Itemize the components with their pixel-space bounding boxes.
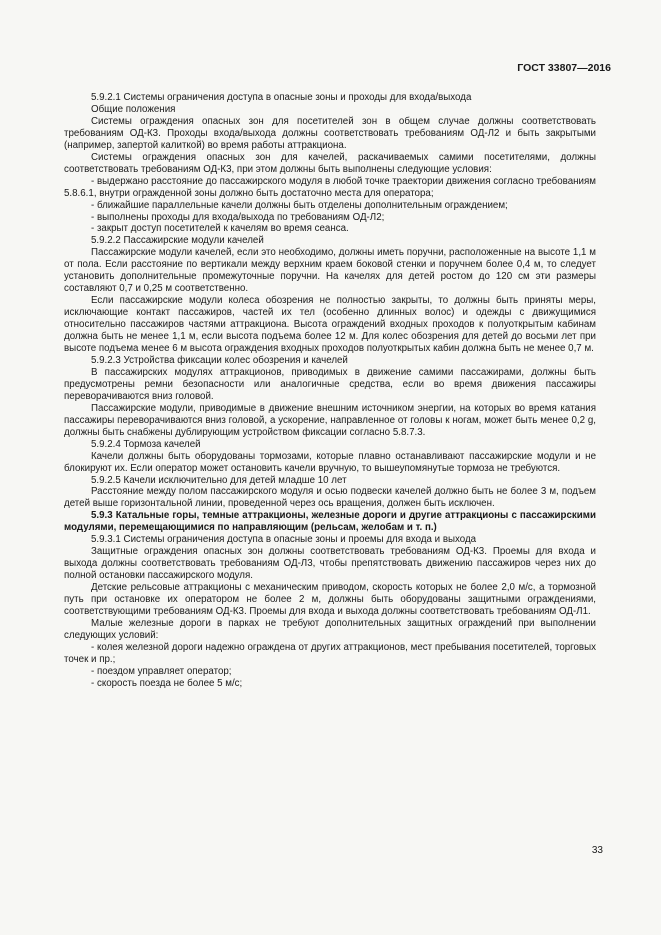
list-item: - ближайшие параллельные качели должны быть отделены дополнительным ограждением; bbox=[91, 199, 508, 211]
page-number: 33 bbox=[591, 845, 603, 856]
paragraph: Защитные ограждения опасных зон должны соответствовать требованиям ОД-К3. Проемы для входа и выхода должны соответствовать требованиям ОД-Л3, чтобы препятствовать движению пассажиров через них до полной остановки пассажирского модуля. bbox=[64, 546, 596, 582]
list-item: - поездом управляет оператор; bbox=[91, 665, 232, 677]
paragraph: Системы ограждения опасных зон для качелей, раскачиваемых самими посетителями, должны соответствовать требованиям ОД-К3, при этом должны быть выполнены следующие условия: bbox=[64, 151, 596, 175]
paragraph: Детские рельсовые аттракционы с механическим приводом, скорость которых не более 2,0 м/с, а тормозной путь при остановке их оператором не более 2 м, должны быть оборудованы защитными ограждениями, соответствующими требованиям ОД-К3. Проемы для входа и выхода должны соответствовать требованиям ОД-Л1. bbox=[64, 582, 596, 617]
paragraph: Системы ограждения опасных зон для посетителей зон в общем случае должны соответствовать требованиям ОД-К3. Проходы входа/выхода должны соответствовать требованиям ОД-Л2 и быть закрытыми (например, запертой калиткой) во время работы аттракциона. bbox=[64, 115, 596, 151]
list-item: - выполнены проходы для входа/выхода по требованиям ОД-Л2; bbox=[91, 211, 385, 223]
paragraph: Если пассажирские модули колеса обозрения не полностью закрыты, то должны быть приняты меры, исключающие контакт пассажиров, частей их тел (особенно длинных волос) и одежды с движущимися относительно пассажиров частями аттракциона. Высота ограждений входных проходов к полуоткрытым кабинам должна быть не менее 1,1 м, если высота подъема более 12 м. Для колес обозрения для детей до восьми лет при высоте подъема менее 6 м высота ограждения входных проходов полуоткрытых кабин должна быть не менее 0,7 м. bbox=[64, 295, 596, 355]
paragraph: В пассажирских модулях аттракционов, приводимых в движение самими пассажирами, должны быть предусмотрены ремни безопасности или аналогичные средства, если во время движения пассажиры переворачиваются вниз головой. bbox=[64, 366, 596, 402]
section-heading: 5.9.3 Катальные горы, темные аттракционы, железные дороги и другие аттракционы с пассажирскими модулями, перемещающимися по направляющим (рельсам, желобам и т. п.) bbox=[64, 510, 596, 534]
subsection-heading: 5.9.2.2 Пассажирские модули качелей bbox=[91, 235, 264, 247]
paragraph: Пассажирские модули качелей, если это необходимо, должны иметь поручни, расположенные на высоте 1,1 м от пола. Если расстояние по вертикали между верхним краем боковой стенки и поручнем более 0,4 м, то следует установить дополнительные промежуточные поручни. На качелях для детей ростом до 120 см эти размеры составляют 0,7 и 0,25 м соответственно. bbox=[64, 247, 596, 295]
standard-number: ГОСТ 33807—2016 bbox=[517, 62, 611, 74]
list-item: - выдержано расстояние до пассажирского модуля в любой точке траектории движения согласно требованиям 5.8.6.1, внутри огражденной зоны должно быть достаточно места для оператора; bbox=[64, 175, 596, 199]
list-item: - закрыт доступ посетителей к качелям во время сеанса. bbox=[91, 223, 349, 235]
document-body bbox=[64, 92, 596, 690]
paragraph: Пассажирские модули, приводимые в движение внешним источником энергии, на которых во время катания пассажиры переворачиваются вниз головой, а ускорение, направленное от головы к ногам, может быть менее 0,2 g, должны быть снабжены дублирующим устройством фиксации согласно 5.8.7.3. bbox=[64, 402, 596, 438]
subsection-heading: 5.9.2.3 Устройства фиксации колес обозрения и качелей bbox=[91, 354, 348, 366]
paragraph-heading: Общие положения bbox=[91, 103, 176, 115]
list-item: - скорость поезда не более 5 м/с; bbox=[91, 677, 243, 689]
paragraph: Качели должны быть оборудованы тормозами, которые плавно останавливают пассажирские модули и не блокируют их. Если оператор может остановить качели вручную, то вышеупомянутые тормоза не требуются. bbox=[64, 450, 596, 474]
subsection-heading: 5.9.2.1 Системы ограничения доступа в опасные зоны и проходы для входа/выхода bbox=[91, 92, 472, 103]
subsection-heading: 5.9.2.5 Качели исключительно для детей младше 10 лет bbox=[91, 474, 347, 486]
paragraph: Расстояние между полом пассажирского модуля и осью подвески качелей должно быть не более 3 м, подъем детей выше горизонтальной линии, проведенной через ось вращения, должен быть исключен. bbox=[64, 486, 596, 510]
subsection-heading: 5.9.3.1 Системы ограничения доступа в опасные зоны и проемы для входа и выхода bbox=[91, 534, 477, 546]
paragraph: Малые железные дороги в парках не требуют дополнительных защитных ограждений при выполнении следующих условий: bbox=[64, 617, 596, 641]
list-item: - колея железной дороги надежно ограждена от других аттракционов, мест пребывания посетителей, торговых точек и пр.; bbox=[64, 641, 596, 665]
subsection-heading: 5.9.2.4 Тормоза качелей bbox=[91, 438, 201, 450]
